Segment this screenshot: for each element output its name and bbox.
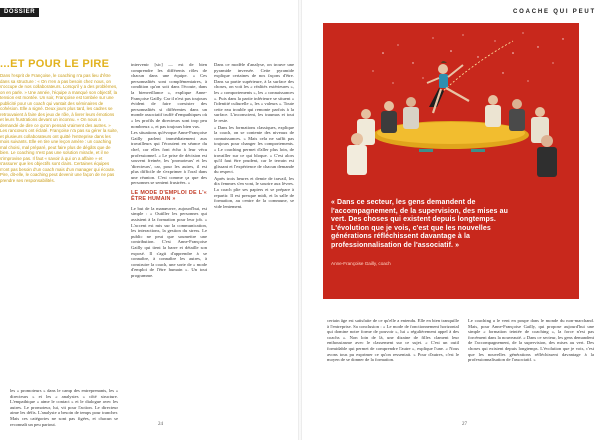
article-paragraph: Le but de la manœuvre, aujourd'hui, est simple : « Outiller les personnes qui assistent à la formation pour leur job. » L'accent est mis sur la communication, les interactions, la gestion du stress. Le public ne peut que soumettre une contribution. C'est Anne-Françoise Gailly qui tient la barre et détaille son exposé. Il s'agit d'apprendre à se connaître, à connaître les autres, à construire la coach, une sorte de « mode d'emploi de l'être humain ». Un tout programme. xyxy=(131,205,207,278)
article-column-bottom xyxy=(10,388,118,428)
collage-illustration xyxy=(323,23,579,187)
page-number: 24 xyxy=(158,422,163,427)
article-paragraph: Après trois heures et demie de travail, les dix femmes s'en vont, le sourire aux lèvres. La coach plie ses papiers et se prépare à repartir. Il est presque midi, et la salle de formation, au centre de la commune, se vide lentement. xyxy=(214,175,294,209)
right-page xyxy=(302,0,600,440)
quote-author: Anne-Françoise Gailly, coach xyxy=(331,261,391,266)
article-paragraph: Le coaching a le vent en poupe dans le monde du non-marchand. Mais, pour Anne-Françoise Gailly, qui propose aujourd'hui une simple « formation teintée de coaching », la force n'est pas forcément dans la nouveauté. « Dans ce secteur, les gens demandent de l'accompagnement, de la supervision, des mises au vert. Des choses qui existent depuis longtemps. L'évolution que je vois, c'est que les nouvelles générations réfléchissent davantage à la professionnalisation de l'associatif. » xyxy=(468,318,594,363)
article-paragraph: certain âge est satisfaite de ce qu'elle a entendu. Elle en bien tranquille à l'entreprise. Sa conclusion : « Le mode de fonctionnement horizontal qui domine notre forme de pouvoir », lui « régulièrement appel à des coachs ». Non loin de là, une dizaine de filles clament leur enthousiasme avec le classement sur ce sujet. « C'est un outil formidable qui permet de comprendre l'autre », explique l'une. « Nous avons tous pu exprimer ce qu'on ressentait. » Pour d'autres, c'est le moyen de se donner de la formation. xyxy=(327,318,459,363)
section-title: LE MODE D'EMPLOI DE L'« ÊTRE HUMAIN » xyxy=(131,190,207,203)
running-head: COACHE QUI PEUT xyxy=(512,9,596,15)
article-paragraph: intervenir [sic] — est de bien comprendre les différents rôles de chacun dans une équipe. « Ces personnalités sont complémentaires, à condition qu'on soit dans l'écoute, dans la bienveillance », explique Anne-Françoise Gailly. Car il n'est pas toujours évident de faire coexister des personnalités si différentes dans un monde associatif truffé d'empathiques où « les profils de directeurs sont trop peu nombreux », et pas toujours bien vus. xyxy=(131,62,207,129)
page-number: 27 xyxy=(462,422,467,427)
article-column-right xyxy=(468,318,594,364)
article-column-left xyxy=(131,62,207,280)
article-paragraph: les « promoteurs » dans le camp des entreprenants, les « directeurs » et les « analystes » côté structure. L'empathique « aime le contact » et le dialogue avec les autres. Le promoteur, lui, vit pour l'action. Le directeur aime les défis. L'analyste a besoin de temps pour trancher. Mais ces catégories ne sont pas figées, et chacun se reconnaît un peu partout. xyxy=(10,388,118,427)
left-page xyxy=(0,0,298,440)
article-column-left xyxy=(327,318,459,364)
article-paragraph: Dans ce modèle d'analyse, on trouve une pyramide inversée. Cette pyramide explique certaines de nos façons d'être. Dans sa partie supérieure, à la surface des choses, on voit les « réalités extérieures », les « comportements », les « connaissances ». Puis dans la partie inférieure se situent « l'identité culturelle », les « valeurs ». Toute cette eau trouble qui remonte parfois à la surface. L'inconscient, les traumas et tout le reste. xyxy=(214,62,294,123)
sidebar-title: ...ET POUR LE PIRE xyxy=(0,58,110,70)
collage-image xyxy=(323,23,579,187)
article-column-right xyxy=(214,62,294,210)
pull-quote: « Dans ce secteur, les gens demandent de l'accompagnement, de la supervision, des mises au vert. Des choses qui existent depuis longtemps. L'évolution que je vois, c'est que les nouvelles générations réfléchissent davantage à la professionnalisation de l'associatif. » xyxy=(331,199,508,249)
article-paragraph: « Dans les formations classiques, explique la coach, on se contente des niveaux de connaissances. » Mais cela ne suffit pas toujours pour changer les comportements. « Le coaching permet d'aller plus loin, de travailler sur ce qui bloque. » C'est alors qu'il faut être prudent, car le terrain est glissant et l'expérience de chacun demande du respect. xyxy=(214,124,294,175)
sidebar-box xyxy=(0,58,118,183)
pull-quote-box xyxy=(323,187,579,299)
article-paragraph: Les situations qu'évoque Anne-Françoise Gailly parlent immédiatement aux travailleurs qui l'écoutent en séance du chef, car elles font écho à leur vécu professionnel. « Le prise de décision est souvent freinée, les 'promoteurs' et les 'directeurs', car, pour les autres, il est plus difficile de s'exprimer à l'oral dans une réunion. C'est comme ça que des personnes se sentent frustrées. » xyxy=(131,130,207,186)
section-tag: DOSSIER xyxy=(0,8,39,17)
sidebar-body: Dans l'esprit de Françoise, le coaching n'a pas lieu d'être dans sa structure : « On n'en a pas besoin chez nous, on s'occupe de nos collaborateurs. Lorsqu'il y a des problèmes, on en parle. » Une année, l'équipe a manqué son objectif, la tension est montée. Un soir, Françoise est tombée sur une publicité pour un coach qui vantait des séminaires de cohésion. Elle a signé. Deux jours plus tard, les cadres se retrouvaient à faire des jeux de rôle, à livrer leurs émotions et leurs frustrations devant un inconnu. « On nous a demandé de dire ce qu'on pensait vraiment des autres. » Les rancœurs ont éclaté. Françoise n'a pas su gérer la suite, et plusieurs collaborateurs ont quitté l'entreprise dans les mois suivants. Elle en tire une leçon amère : un coaching mal choisi, mal préparé, peut faire plus de dégâts que de bien. Le coaching n'est pas une solution miracle, et il ne s'improvise pas. Il faut « savoir à qui on a affaire » et s'assurer que les objectifs sont clairs. Certaines équipes n'ont pas besoin d'un coach mais d'un manager qui écoute. Pire, dit-elle, le coaching peut devenir une façon de ne pas prendre ses responsabilités. xyxy=(0,73,118,183)
